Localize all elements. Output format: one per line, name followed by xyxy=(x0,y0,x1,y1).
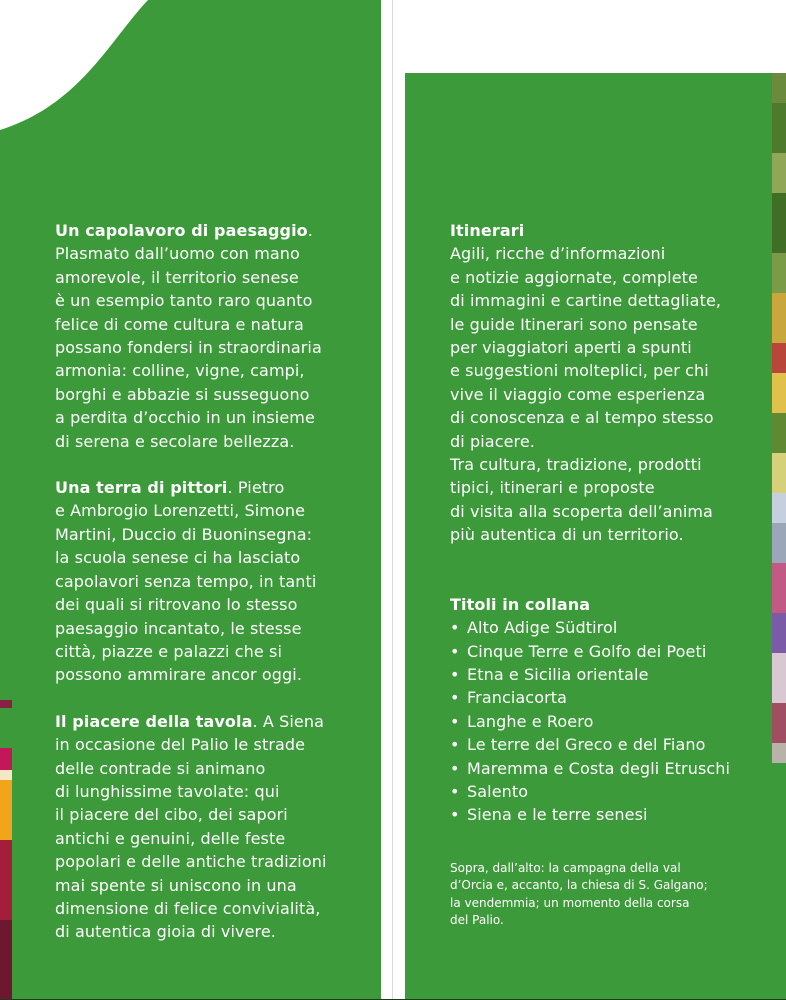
heading-tavola: Il piacere della tavola xyxy=(55,711,253,731)
heading-itinerari: Itinerari xyxy=(450,221,525,240)
list-item: • Etna e Sicilia orientale xyxy=(450,663,768,686)
palio-photo-edge-dark xyxy=(0,920,12,1000)
caption-line: la vendemmia; un momento della corsa xyxy=(450,895,690,910)
caption-line: del Palio. xyxy=(450,912,504,927)
text-line: felice di come cultura e natura xyxy=(55,314,304,334)
text-line: antichi e genuini, delle feste xyxy=(55,828,286,848)
titles-list xyxy=(450,616,768,827)
section-pittori xyxy=(55,476,375,687)
text-line: di serena e secolare bellezza. xyxy=(55,431,295,451)
text-line: di visita alla scoperta dell’anima xyxy=(450,501,713,521)
list-item: • Siena e le terre senesi xyxy=(450,803,768,826)
text-line: paesaggio incantato, le stesse xyxy=(55,618,302,638)
text-line: delle contrade si animano xyxy=(55,758,266,778)
section-paesaggio xyxy=(55,219,375,453)
list-item: • Cinque Terre e Golfo dei Poeti xyxy=(450,640,768,663)
text-line: di piacere. xyxy=(450,431,535,451)
list-item: • Salento xyxy=(450,780,768,803)
text-line: e suggestioni molteplici, per chi xyxy=(450,361,709,381)
text-line: borghi e abbazie si susseguono xyxy=(55,384,310,404)
text-line: il piacere del cibo, dei sapori xyxy=(55,805,288,825)
list-item: • Maremma e Costa degli Etruschi xyxy=(450,757,768,780)
text-line: le guide Itinerari sono pensate xyxy=(450,314,698,334)
caption-line: Sopra, dall’alto: la campagna della val xyxy=(450,861,681,875)
text-line: armonia: colline, vigne, campi, xyxy=(55,361,305,381)
text-line: possono ammirare ancor oggi. xyxy=(55,665,303,685)
palio-photo-edge-red xyxy=(0,840,12,920)
text-line: Plasmato dall’uomo con mano xyxy=(55,244,300,264)
heading-titoli: Titoli in collana xyxy=(450,594,591,614)
text-line: Martini, Duccio di Buoninsegna: xyxy=(55,524,313,544)
right-column-text xyxy=(450,219,768,827)
text-line: possano fondersi in straordinaria xyxy=(55,338,322,358)
gutter-divider xyxy=(392,0,393,1000)
text-line: amorevole, il territorio senese xyxy=(55,267,299,287)
photo-caption xyxy=(450,860,750,929)
list-item: • Franciacorta xyxy=(450,686,768,709)
text-line: Agili, ricche d’informazioni xyxy=(450,244,666,264)
list-item: • Alto Adige Südtirol xyxy=(450,616,768,639)
text-line: dimensione di felice convivialità, xyxy=(55,898,321,918)
text-line: A Siena xyxy=(257,711,324,731)
heading-pittori: Una terra di pittori xyxy=(55,478,228,498)
palio-photo-edge-orange xyxy=(0,780,12,840)
heading-paesaggio: Un capolavoro di paesaggio xyxy=(55,221,308,240)
text-line: Pietro xyxy=(232,478,285,498)
section-titoli xyxy=(450,593,768,827)
caption-line: d’Orcia e, accanto, la chiesa di S. Galgano; xyxy=(450,878,708,893)
left-column-text xyxy=(55,219,375,967)
text-line: di lunghissime tavolate: qui xyxy=(55,781,280,801)
text-line: per viaggiatori aperti a spunti xyxy=(450,338,692,358)
text-line: vive il viaggio come esperienza xyxy=(450,384,706,404)
text-line: la scuola senese ci ha lasciato xyxy=(55,548,301,568)
page-gutter xyxy=(381,0,405,1000)
text-line: di immagini e cartine dettagliate, xyxy=(450,291,722,311)
text-line: tipici, itinerari e proposte xyxy=(450,478,655,498)
text-line: di autentica gioia di vivere. xyxy=(55,922,276,942)
text-line: dei quali si ritrovano lo stesso xyxy=(55,595,298,615)
text-line: capolavori senza tempo, in tanti xyxy=(55,571,317,591)
landscape-photo-edge xyxy=(772,73,786,763)
palio-photo-edge-magenta xyxy=(0,700,12,708)
section-itinerari xyxy=(450,219,768,547)
text-line: è un esempio tanto raro quanto xyxy=(55,291,313,311)
text-line: mai spente si uniscono in una xyxy=(55,875,297,895)
text-line: in occasione del Palio le strade xyxy=(55,735,306,755)
section-tavola xyxy=(55,710,375,944)
text-line: a perdita d’occhio in un insieme xyxy=(55,408,315,428)
white-curve-shape xyxy=(0,0,381,140)
text-line: popolari e delle antiche tradizioni xyxy=(55,852,327,872)
text-line: di conoscenza e al tempo stesso xyxy=(450,408,714,428)
palio-photo-edge-pink xyxy=(0,748,12,770)
palio-photo-edge-white xyxy=(0,770,12,780)
heading-period: . xyxy=(307,221,313,240)
text-line: e notizie aggiornate, complete xyxy=(450,267,698,287)
text-line: e Ambrogio Lorenzetti, Simone xyxy=(55,501,306,521)
text-line: città, piazze e palazzi che si xyxy=(55,641,283,661)
heading-period: . xyxy=(227,478,233,498)
text-line: Tra cultura, tradizione, prodotti xyxy=(450,455,702,475)
text-line: più autentica di un territorio. xyxy=(450,525,684,545)
list-item: • Langhe e Roero xyxy=(450,710,768,733)
list-item: • Le terre del Greco e del Fiano xyxy=(450,733,768,756)
heading-period: . xyxy=(252,711,258,731)
